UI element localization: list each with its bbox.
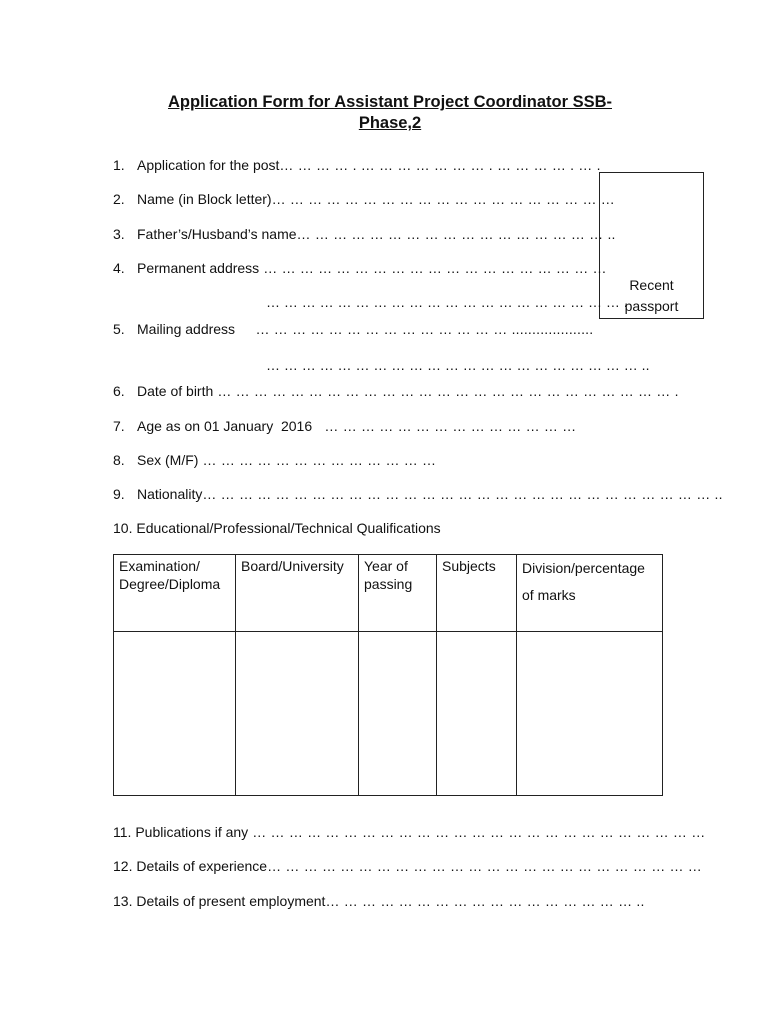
field-number: 11. (113, 824, 132, 840)
fill-line[interactable]: … … … … … … … … … … … … … … (312, 418, 577, 434)
field-number: 8. (113, 452, 125, 468)
fill-line[interactable]: … … … … … … … … … … … … … … … … … … … … … … … … … (248, 824, 706, 840)
field-number: 3. (113, 226, 125, 242)
fill-line[interactable]: … … … … . … … … … … … … . … … … … . … . (279, 157, 601, 173)
field-number: 2. (113, 191, 125, 207)
form-title (100, 92, 680, 134)
field-father-husband-name[interactable] (113, 225, 616, 243)
field-number: 1. (113, 157, 125, 173)
table-row[interactable] (114, 632, 663, 796)
fill-line[interactable]: … … … … … … … … … … … … … … … … … .. (325, 893, 645, 909)
field-mailing-address[interactable] (113, 320, 593, 338)
field-number: 6. (113, 383, 125, 399)
photo-label-line2: passport (624, 298, 679, 314)
fill-line[interactable]: … … … … … … … … … … … … … (198, 452, 437, 468)
field-experience[interactable] (113, 857, 702, 875)
field-present-employment[interactable] (113, 892, 645, 910)
fill-line[interactable]: … … … … … … … … … … … … … … … … … … … … … … … … … … … … .. (202, 486, 723, 502)
field-number: 9. (113, 486, 125, 502)
field-label: Age as on 01 January 2016 (137, 418, 313, 434)
field-number: 12. (113, 858, 133, 874)
field-publications[interactable] (113, 823, 705, 841)
field-date-of-birth[interactable] (113, 382, 679, 400)
field-label: Publications if any (135, 824, 249, 840)
fill-line[interactable]: … … … … … … … … … … … … … … … … … … … (271, 191, 616, 207)
field-label: Date of birth (137, 383, 214, 399)
field-number: 7. (113, 418, 125, 434)
fill-line[interactable]: … … … … … … … … … … … … … … … … … .. (296, 226, 616, 242)
field-label: Sex (M/F) (137, 452, 199, 468)
field-label: Details of experience (136, 858, 268, 874)
field-label: Mailing address (137, 321, 236, 337)
fill-line[interactable]: … … … … … … … … … … … … … … … … … … … … … … … … … . (213, 383, 679, 399)
col-header-year: Year of passing (359, 555, 437, 632)
mailing-address-line2[interactable]: … … … … … … … … … … … … … … … … … … … … … .. (266, 357, 650, 373)
table-cell[interactable] (359, 632, 437, 796)
field-number: 4. (113, 260, 125, 276)
table-cell[interactable] (114, 632, 236, 796)
table-cell[interactable] (517, 632, 663, 796)
field-age[interactable] (113, 417, 576, 435)
col-header-examination: Examination/ Degree/Diploma (114, 555, 236, 632)
col-header-board: Board/University (236, 555, 359, 632)
fill-line[interactable]: … … … … … … … … … … … … … … … … … … … … … … … … (267, 858, 702, 874)
table-cell[interactable] (236, 632, 359, 796)
field-number: 5. (113, 321, 125, 337)
field-label: Name (in Block letter) (137, 191, 272, 207)
col-header-subjects: Subjects (437, 555, 517, 632)
form-title-line2: Phase,2 (358, 114, 422, 132)
table-cell[interactable] (437, 632, 517, 796)
photo-label-line1: Recent (629, 277, 674, 293)
field-qualifications (113, 519, 441, 537)
field-label: Permanent address (137, 260, 260, 276)
field-number: 13. (113, 893, 133, 909)
field-label: Educational/Professional/Technical Qualifications (136, 520, 441, 536)
col-header-division: Division/percentage of marks (517, 555, 663, 632)
field-name[interactable] (113, 190, 615, 208)
field-label: Nationality (137, 486, 203, 502)
field-label: Father’s/Husband’s name (137, 226, 297, 242)
table-header-row (114, 555, 663, 632)
permanent-address-line2[interactable]: … … … … … … … … … … … … … … … … … … … … . (266, 294, 628, 310)
fill-line[interactable]: … … … … … … … … … … … … … … … … … … … (259, 260, 607, 276)
form-title-line1: Application Form for Assistant Project Coordinator SSB- (167, 93, 612, 111)
field-number: 10. (113, 520, 133, 536)
field-post[interactable] (113, 156, 601, 174)
field-label: Application for the post (137, 157, 280, 173)
fill-line[interactable]: … … … … … … … … … … … … … … .................... (235, 321, 594, 337)
qualifications-table (113, 554, 663, 796)
field-sex[interactable] (113, 451, 436, 469)
field-nationality[interactable] (113, 485, 723, 503)
field-label: Details of present employment (136, 893, 326, 909)
field-permanent-address[interactable] (113, 259, 607, 277)
